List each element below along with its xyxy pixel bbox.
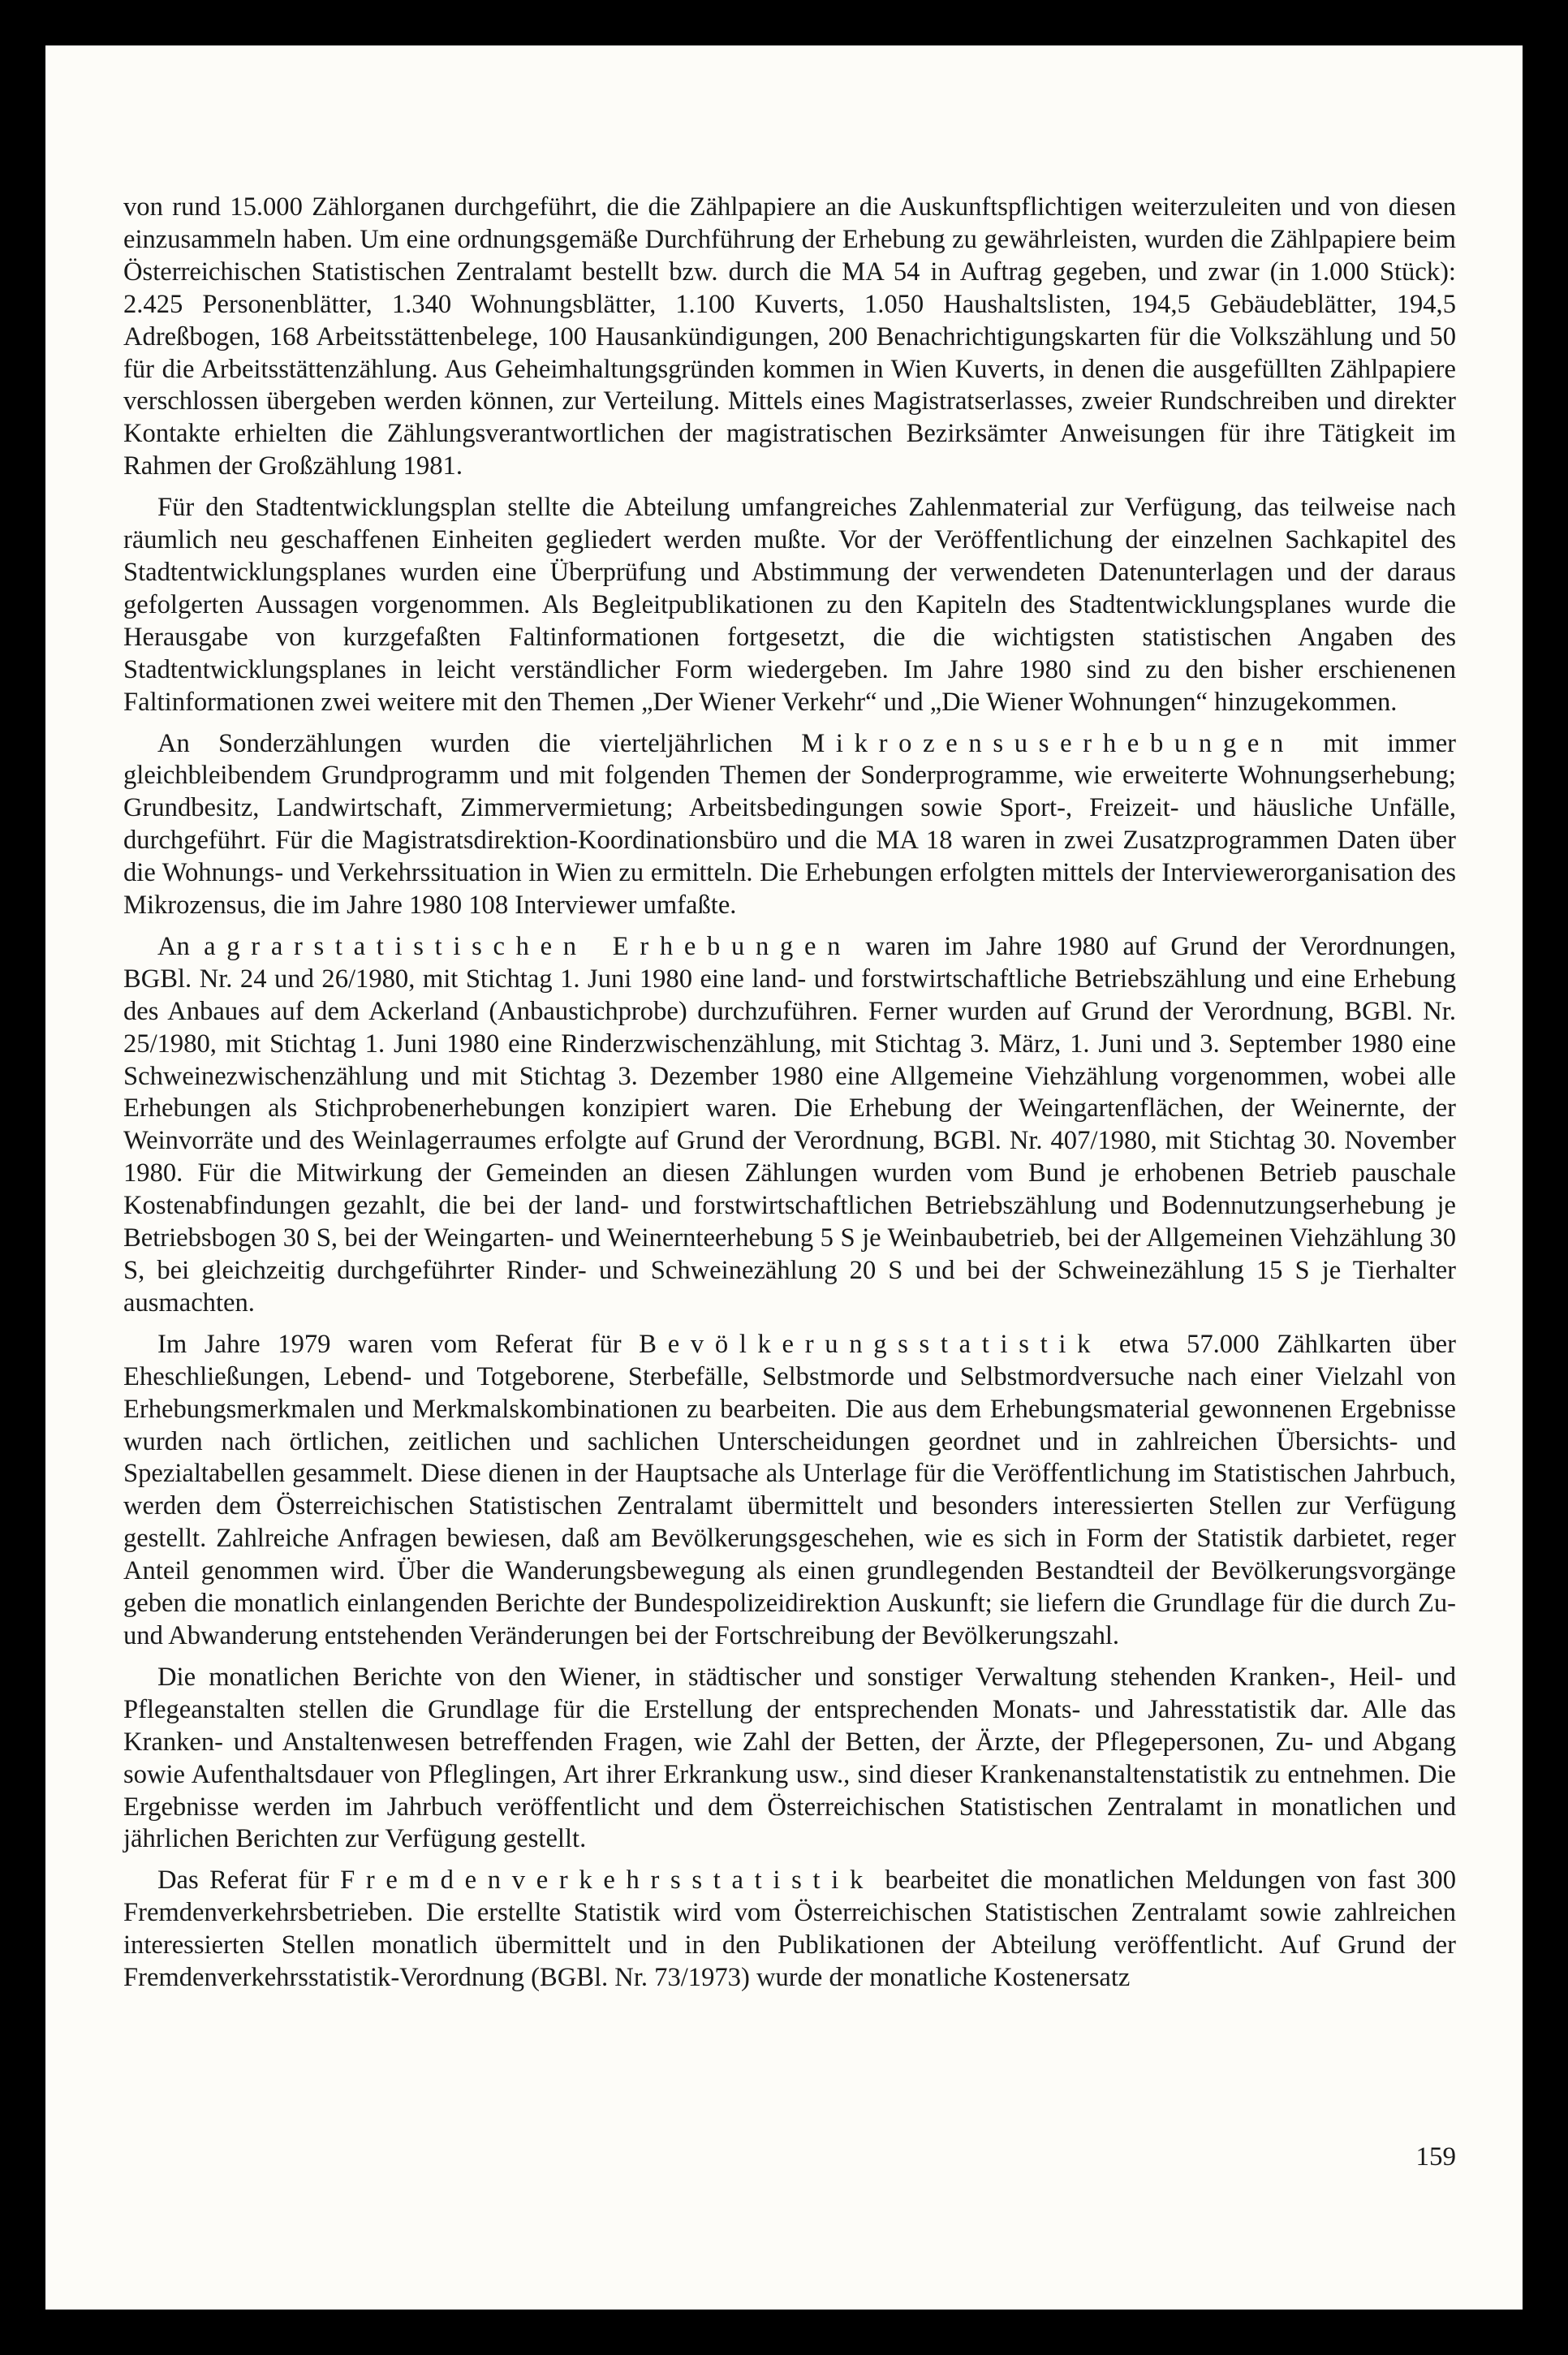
paragraph-lead-text: Im Jahre 1979 waren vom Referat für (157, 1329, 640, 1359)
emphasized-term: Mikrozensuserhebungen (801, 728, 1295, 758)
paragraph-krankenanstalten: Die monatlichen Berichte von den Wiener, in städtischer und sonstiger Verwaltung stehenden Kranken-, Heil- und Pflegeanstalten stellen die Grundlage für die Erstellung der entsprechenden Monats- und Jahresstatistik dar. Alle das Kranken- und Anstaltenwesen betreffenden Fragen, wie Zahl der Betten, der Ärzte, der Pflegepersonen, Zu- und Abgang sowie Aufenthaltsdauer von Pfleglingen, Art ihrer Erkrankung usw., sind dieser Krankenanstaltenstatistik zu entnehmen. Die Ergebnisse werden im Jahrbuch veröffentlicht und dem Österreichischen Statistischen Zentralamt in monatlichen und jährlichen Berichten zur Verfügung gestellt. (123, 1662, 1456, 1854)
paragraph-agrarstatistik (123, 931, 1456, 1320)
paragraph-stadtentwicklungsplan: Für den Stadtentwicklungsplan stellte die Abteilung umfangreiches Zahlenmaterial zur Verfügung, das teilweise nach räumlich neu geschaffenen Einheiten gegliedert werden mußte. Vor der Veröffentlichung der einzelnen Sachkapitel des Stadtentwicklungsplanes wurden eine Überprüfung und Abstimmung der verwendeten Datenunterlagen und der daraus gefolgerten Aussagen vorgenommen. Als Begleitpublikationen zu den Kapiteln des Stadtentwicklungsplanes wurde die Herausgabe von kurzgefaßten Faltinformationen fortgesetzt, die die wichtigsten statistischen Angaben des Stadtentwicklungsplanes in leicht verständlicher Form wiedergeben. Im Jahre 1980 sind zu den bisher erschienenen Faltinformationen zwei weitere mit den Themen „Der Wiener Verkehr“ und „Die Wiener Wohnungen“ hinzugekommen. (123, 493, 1456, 717)
paragraph-body-text: mit immer gleichbleibendem Grundprogramm und mit folgenden Themen der Sonderprogramme, wie erweiterte Wohnungserhebung; Grundbesitz, Landwirtschaft, Zimmervermietung; Arbeitsbedingungen sowie Sport-, Freizeit- und häusliche Unfälle, durchgeführt. Für die Magistratsdirektion-Koordinationsbüro und die MA 18 waren in zwei Zusatzprogrammen Daten über die Wohnungs- und Verkehrssituation in Wien zu ermitteln. Die Erhebungen erfolgten mittels der Interviewerorganisation des Mikrozensus, die im Jahre 1980 108 Interviewer umfaßte. (123, 728, 1457, 921)
paragraph-body-text: bearbeitet die monatlichen Meldungen von fast 300 Fremdenverkehrsbetrieben. Die erstellte Statistik wird vom Österreichischen Statistischen Zentralamt sowie zahlreichen interessierten Stellen monatlich übermittelt und in den Publikationen der Abteilung veröffentlicht. Auf Grund der Fremdenverkehrsstatistik-Verordnung (BGBl. Nr. 73/1973) wurde der monatliche Kostenersatz (123, 1865, 1456, 1993)
emphasized-term: agrarstatistischen Erhebungen (204, 931, 852, 961)
paragraph-lead-text: Das Referat für (157, 1865, 341, 1896)
paragraph-body-text: etwa 57.000 Zählkarten über Eheschließungen, Lebend- und Totgeborene, Sterbefälle, Selbstmorde und Selbstmordversuche nach einer Vielzahl von Erhebungsmerkmalen und Merkmalskombinationen zu bearbeiten. Die aus dem Erhebungsmaterial gewonnenen Ergebnisse wurden nach örtlichen, zeitlichen und sachlichen Unterscheidungen geordnet und in zahlreichen Übersichts- und Spezialtabellen gesammelt. Diese dienen in der Hauptsache als Unterlage für die Veröffentlichung im Statistischen Jahrbuch, werden dem Österreichischen Statistischen Zentralamt übermittelt und besonders interessierten Stellen zur Verfügung gestellt. Zahlreiche Anfragen bewiesen, daß am Bevölkerungsgeschehen, wie es sich in Form der Statistik darbietet, reger Anteil genommen wird. Über die Wanderungsbewegung als einen grundlegenden Bestandteil der Bevölkerungsvorgänge geben die monatlich einlangenden Berichte der Bundespolizeidirektion Auskunft; sie liefern die Grundlage für die durch Zu- und Abwanderung entstehenden Veränderungen bei der Fortschreibung der Bevölkerungszahl. (123, 1329, 1456, 1650)
emphasized-term: Bevölkerungsstatistik (639, 1329, 1102, 1359)
paragraph-volkszaehlung-continuation: von rund 15.000 Zählorganen durchgeführt, die die Zählpapiere an die Auskunftspflichtigen weiterzuleiten und von diesen einzusammeln haben. Um eine ordnungsgemäße Durchführung der Erhebung zu gewährleisten, wurden die Zählpapiere beim Österreichischen Statistischen Zentralamt bestellt bzw. durch die MA 54 in Auftrag gegeben, und zwar (in 1.000 Stück): 2.425 Personenblätter, 1.340 Wohnungsblätter, 1.100 Kuverts, 1.050 Haushaltslisten, 194,5 Gebäudeblätter, 194,5 Adreßbogen, 168 Arbeitsstättenbelege, 100 Hausankündigungen, 200 Benachrichtigungskarten für die Volkszählung und 50 für die Arbeitsstättenzählung. Aus Geheimhaltungsgründen kommen in Wien Kuverts, in denen die ausgefüllten Zählpapiere verschlossen übergeben werden können, zur Verteilung. Mittels eines Magistratserlasses, zweier Rundschreiben und direkter Kontakte erhielten die Zählungsverantwortlichen der magistratischen Bezirksämter Anweisungen für ihre Tätigkeit im Rahmen der Großzählung 1981. (123, 192, 1456, 481)
document-page (45, 45, 1523, 2310)
emphasized-term: Fremdenverkehrsstatistik (340, 1865, 874, 1896)
paragraph-body-text: waren im Jahre 1980 auf Grund der Verordnungen, BGBl. Nr. 24 und 26/1980, mit Stichtag 1. Juni 1980 eine land- und forstwirtschaftliche Betriebszählung und eine Erhebung des Anbaues auf dem Ackerland (Anbaustichprobe) durchzuführen. Ferner wurden auf Grund der Verordnung, BGBl. Nr. 25/1980, mit Stichtag 1. Juni 1980 eine Rinderzwischenzählung, mit Stichtag 3. März, 1. Juni und 3. September 1980 eine Schweinezwischenzählung und mit Stichtag 3. Dezember 1980 eine Allgemeine Viehzählung vorgenommen, wobei alle Erhebungen als Stichprobenerhebungen konzipiert waren. Die Erhebung der Weingartenflächen, der Weinernte, der Weinvorräte und des Weinlagerraumes erfolgte auf Grund der Verordnung, BGBl. Nr. 407/1980, mit Stichtag 30. November 1980. Für die Mitwirkung der Gemeinden an diesen Zählungen wurden vom Bund je erhobenen Betrieb pauschale Kostenabfindungen gezahlt, die bei der land- und forstwirtschaftlichen Betriebszählung und Bodennutzungserhebung je Betriebsbogen 30 S, bei der Weingarten- und Weinernteerhebung 5 S je Weinbaubetrieb, bei der Allgemeinen Viehzählung 30 S, bei gleichzeitig durchgeführter Rinder- und Schweinezählung 20 S und bei der Schweinezählung 15 S je Tierhalter ausmachten. (123, 931, 1456, 1318)
paragraph-lead-text: An Sonderzählungen wurden die vierteljährlichen (157, 728, 802, 758)
paragraph-mikrozensus (123, 728, 1456, 922)
page-number: 159 (1415, 2142, 1456, 2172)
paragraph-bevoelkerungsstatistik (123, 1329, 1456, 1653)
paragraph-fremdenverkehrsstatistik (123, 1865, 1456, 1995)
paragraph-lead-text: An (157, 931, 205, 961)
body-text (123, 192, 1456, 2003)
